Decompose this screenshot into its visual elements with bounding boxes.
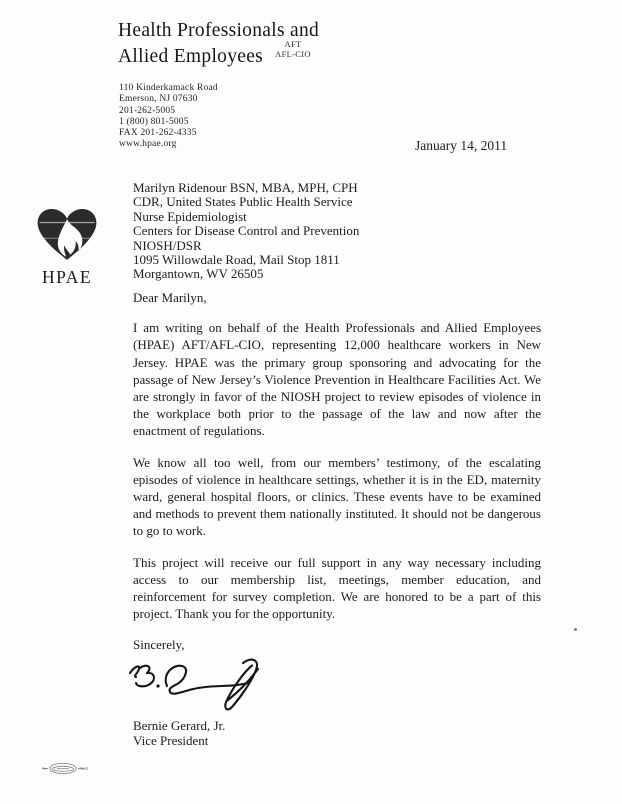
closing: Sincerely, <box>133 637 185 653</box>
contact-city-line: Emerson, NJ 07630 <box>119 94 198 105</box>
contact-phone: 201-262-5005 <box>119 105 176 116</box>
recipient-block <box>133 181 359 282</box>
recipient-rank: CDR, United States Public Health Service <box>133 194 353 210</box>
org-name-line1: Health Professionals and <box>118 20 320 41</box>
signer-title: Vice President <box>133 733 209 749</box>
recipient-name: Marilyn Ridenour BSN, MBA, MPH, CPH <box>133 180 358 195</box>
affiliation-line2: AFL-CIO <box>275 49 311 59</box>
contact-address-line: 110 Kinderkamack Road <box>119 83 218 93</box>
hpae-logo <box>30 206 104 288</box>
paragraph-1: I am writing on behalf of the Health Professionals and Allied Employees (HPAE) AFT/AFL-CIO, representing 12,000 healthcare workers in New Jersey. HPAE was the primary group sponsoring and advocating for the passage of New Jersey’s Violence Prevention in Healthcare Facilities Act. We are strongly in favor of the NIOSH project to review episodes of violence in the workplace both prior to the passage of the law and now after the enactment of regulations. <box>133 320 541 439</box>
paragraph-2: We know all too well, from our members’ testimony, of the escalating episodes of violence in healthcare settings, whether it is in the ED, maternity ward, general hospital floors, or clinics. These events have to be examined and methods to prevent them nationally instituted. It should not be dangerous to go to work. <box>133 454 541 539</box>
salutation: Dear Marilyn, <box>133 290 207 305</box>
contact-tollfree: 1 (800) 801-5005 <box>119 116 189 127</box>
heart-flame-icon <box>35 206 99 262</box>
letter-body <box>133 289 541 749</box>
org-name-line2: Allied Employees <box>118 46 264 67</box>
logo-text: HPAE <box>41 267 93 287</box>
contact-website: www.hpae.org <box>119 139 177 150</box>
affiliation <box>272 39 314 59</box>
handwritten-signature <box>127 656 297 714</box>
affiliation-line1: AFT <box>284 39 302 49</box>
scan-speck <box>574 628 577 631</box>
contact-block <box>119 83 218 151</box>
paragraph-3: This project will receive our full support in any way necessary including access to our membership list, meetings, member education, and reinforcement for survey completion. We are honored to be a part of this project. Thank you for the opportunity. <box>133 554 541 622</box>
recipient-division: NIOSH/DSR <box>133 237 202 253</box>
contact-fax: FAX 201-262-4335 <box>119 128 197 139</box>
recipient-role: Nurse Epidemiologist <box>133 208 247 224</box>
signer-name: Bernie Gerard, Jr. <box>133 717 226 733</box>
recipient-city: Morgantown, WV 26505 <box>133 266 264 282</box>
letter-date: January 14, 2011 <box>415 138 508 153</box>
recipient-street: 1095 Willowdale Road, Mail Stop 1811 <box>133 252 340 268</box>
recipient-org: Centers for Disease Control and Prevention <box>133 223 360 239</box>
union-printing-bug-icon <box>34 760 92 778</box>
